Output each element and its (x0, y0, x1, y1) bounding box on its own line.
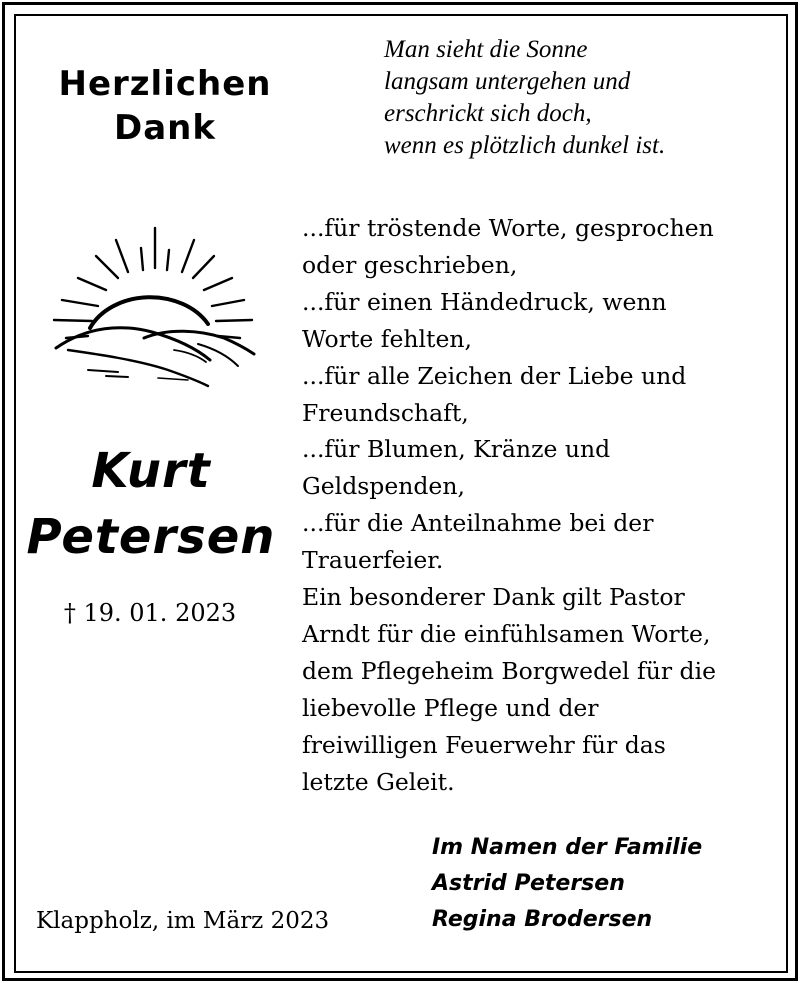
thanks-line: Trauerfeier. (302, 546, 444, 575)
thanks-line: oder geschrieben, (302, 250, 518, 279)
signature-block (432, 830, 772, 938)
thanks-line: Worte fehlten, (302, 324, 472, 353)
last-name: Petersen (26, 509, 276, 565)
thanks-line: freiwilligen Feuerwehr für das (302, 730, 666, 759)
signature-name: Astrid Petersen (432, 871, 625, 896)
place-and-date: Klappholz, im März 2023 (36, 908, 330, 934)
thanks-line: liebevolle Pflege und der (302, 693, 599, 722)
heading-line-2: Dank (114, 108, 216, 148)
deceased-name (20, 438, 282, 570)
thanks-line: Ein besonderer Dank gilt Pastor (302, 583, 685, 612)
thanks-line: ...für die Anteilnahme bei der (302, 509, 654, 538)
death-date: † 19. 01. 2023 (63, 599, 237, 627)
thanks-line: Geldspenden, (302, 472, 465, 501)
thanks-text (302, 210, 772, 801)
thanks-line: ...für tröstende Worte, gesprochen (302, 214, 714, 242)
quote-line: langsam untergehen und (384, 68, 631, 95)
quote-line: Man sieht die Sonne (384, 36, 588, 63)
heading-line-1: Herzlichen (58, 64, 272, 104)
thanks-line: ...für alle Zeichen der Liebe und (302, 361, 687, 390)
quote-line: wenn es plötzlich dunkel ist. (384, 132, 666, 159)
sunset-icon (48, 220, 258, 395)
thanks-line: letzte Geleit. (302, 767, 455, 796)
signature-name: Regina Brodersen (432, 907, 653, 932)
first-name: Kurt (91, 443, 211, 499)
thanks-line: ...für Blumen, Kränze und (302, 435, 611, 464)
thanks-line: dem Pflegeheim Borgwedel für die (302, 656, 717, 685)
quote (384, 34, 764, 162)
signature-intro: Im Namen der Familie (432, 835, 703, 860)
thanks-line: ...für einen Händedruck, wenn (302, 287, 667, 316)
thank-you-heading (40, 62, 290, 150)
thanks-line: Arndt für die einfühlsamen Worte, (302, 619, 711, 648)
thanks-line: Freundschaft, (302, 398, 469, 427)
quote-line: erschrickt sich doch, (384, 100, 592, 127)
